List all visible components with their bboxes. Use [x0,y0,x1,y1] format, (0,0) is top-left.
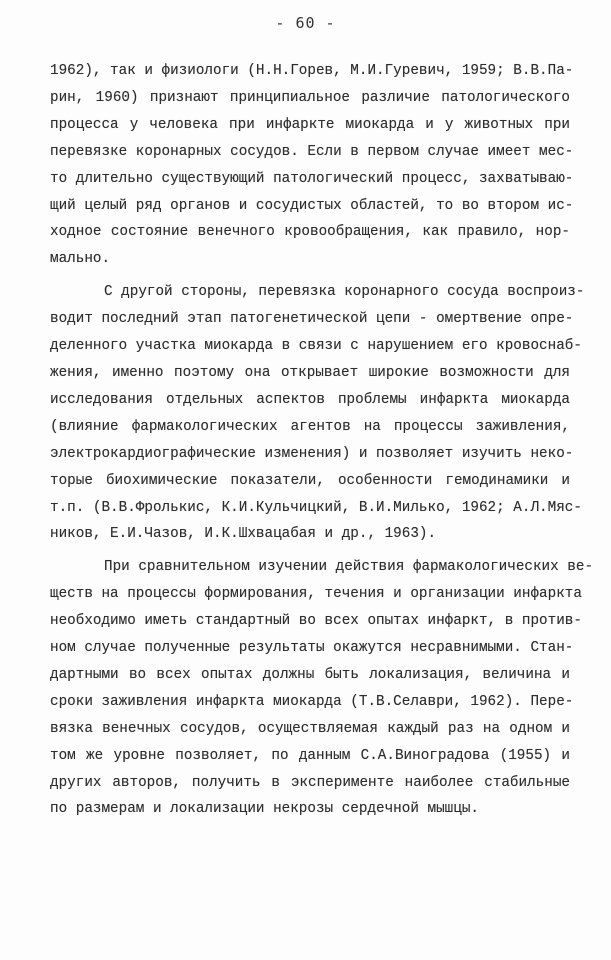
text-line: С другой стороны, перевязка коронарного сосуда воспроиз- [104,284,585,301]
text-line: 1962), так и физиологи (Н.Н.Горев, М.И.Гуревич, 1959; В.В.Па- [50,63,574,79]
text-line: ществ на процессы формирования, течения и организации инфаркта [50,586,582,603]
paragraph [50,58,574,273]
text-line: том же уровне позволяет, по данным С.А.Виноградова (1955) и [50,747,570,764]
text-line: мально. [50,251,111,268]
text-line: водит последний этап патогенетической цепи - омертвение опре- [50,311,574,328]
text-line: ходное состояние венечного кровообращения, как правило, нор- [50,224,570,241]
paragraph [50,279,585,548]
text-line: торые биохимические показатели, особенности гемодинамики и [50,472,570,489]
text-line: других авторов, получить в эксперименте наиболее стабильные [50,774,570,791]
text-line: рин, 1960) признают принципиальное различие патологического [50,89,570,106]
text-line: дартными во всех опытах должны быть локализация, величина и [50,666,570,683]
text-line: процесса у человека при инфаркте миокарда и у животных при [50,116,570,133]
text-line: т.п. (В.В.Фролькис, К.И.Кульчицкий, В.И.Милько, 1962; А.Л.Мяс- [50,499,582,516]
text-line: необходимо иметь стандартный во всех опытах инфаркт, в против- [50,613,582,630]
text-line: ников, Е.И.Чазов, И.К.Шхвацабая и др., 1963). [50,526,437,543]
text-line: деленного участка миокарда в связи с нарушением его кровоснаб- [50,338,582,355]
text-line: электрокардиографические изменения) и позволяет изучить неко- [50,445,574,462]
text-line: то длительно существующий патологический процесс, захватываю- [50,170,574,187]
text-line: по размерам и локализации некрозы сердечной мышцы. [50,801,479,818]
text-line: сроки заживления инфаркта миокарда (Т.В.Селаври, 1962). Пере- [50,693,574,710]
text-line: вязка венечных сосудов, осуществляемая каждый раз на одном и [50,720,570,737]
text-line: перевязке коронарных сосудов. Если в первом случае имеет мес- [50,143,574,160]
text-line: исследования отдельных аспектов проблемы инфаркта миокарда [50,391,570,408]
page-number: - 60 - [275,14,336,32]
paragraph [50,554,594,823]
text-line: (влияние фармакологических агентов на процессы заживления, [50,418,570,435]
body-text [50,58,594,823]
text-line: При сравнительном изучении действия фармакологических ве- [104,559,594,576]
text-line: жения, именно поэтому она открывает широкие возможности для [50,364,570,381]
text-line: щий целый ряд органов и сосудистых областей, то во втором ис- [50,197,574,214]
text-line: ном случае полученные результаты окажутся несравнимыми. Стан- [50,640,574,657]
